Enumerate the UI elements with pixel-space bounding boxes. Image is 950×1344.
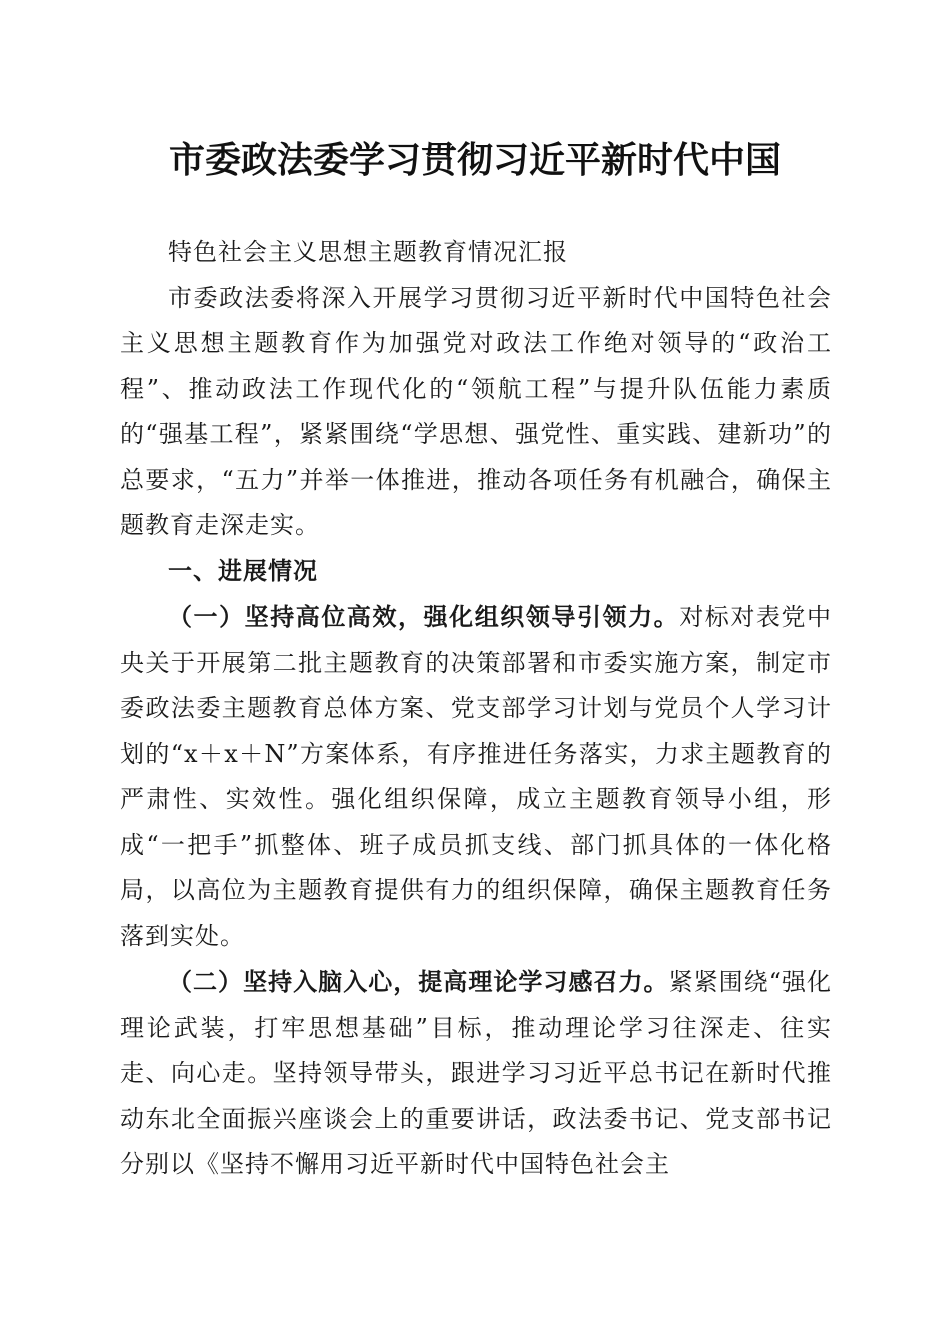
paragraph-theory-study-lead: （二）坚持入脑入心，提高理论学习感召力。 <box>168 967 669 996</box>
paragraph-organization-body: 对标对表党中央关于开展第二批主题教育的决策部署和市委实施方案，制定市委政法委主题教育总体方案、党支部学习计划与党员个人学习计划的“x＋x＋N”方案体系，有序推进任务落实，力求主题教育的严肃性、实效性。强化组织保障，成立主题教育领导小组，形成“一把手”抓整体、班子成员抓支线、部门抓具体的一体化格局，以高位为主题教育提供有力的组织保障，确保主题教育任务落到实处。 <box>120 603 833 950</box>
section-heading-progress: 一、进展情况 <box>168 556 318 585</box>
document-body <box>120 230 832 1188</box>
document-title: 市委政法委学习贯彻习近平新时代中国 <box>168 139 781 181</box>
document-subtitle: 特色社会主义思想主题教育情况汇报 <box>168 238 568 266</box>
paragraph-organization-lead: （一）坚持高位高效，强化组织领导引领力。 <box>168 602 680 631</box>
paragraph-organization <box>120 594 832 959</box>
paragraph-theory-study <box>120 959 832 1188</box>
paragraph-theory-study-body: 紧紧围绕“强化理论武装，打牢思想基础”目标，推动理论学习往深走、往实走、向心走。坚持领导带头，跟进学习习近平总书记在新时代推动东北全面振兴座谈会上的重要讲话，政法委书记、党支部书记分别以《坚持不懈用习近平新时代中国特色社会主 <box>120 968 832 1178</box>
intro-paragraph: 市委政法委将深入开展学习贯彻习近平新时代中国特色社会主义思想主题教育作为加强党对政法工作绝对领导的“政治工程”、推动政法工作现代化的“领航工程”与提升队伍能力素质的“强基工程”，紧紧围绕“学思想、强党性、重实践、建新功”的总要求，“五力”并举一体推进，推动各项任务有机融合，确保主题教育走深走实。 <box>120 283 832 539</box>
